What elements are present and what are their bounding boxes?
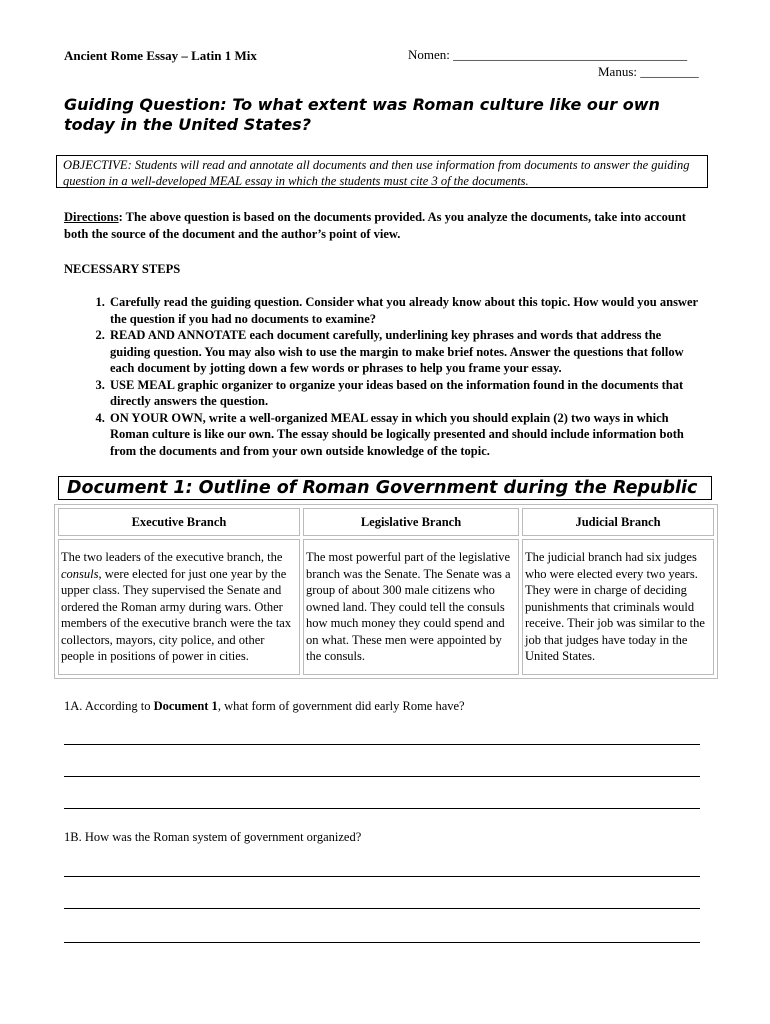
column-header-executive: Executive Branch [58, 508, 300, 536]
question-1a [64, 699, 465, 714]
nomen-field[interactable]: Nomen: ____________________________________ [408, 47, 688, 62]
question-1a-prefix: 1A. According to [64, 699, 154, 713]
executive-text-2: , were elected for just one year by the upper class. They supervised the Senate and ordered the Roman army during wars. Other members of the executive branch were the tax collectors, mayors, city police, and other people in positions of power in cities. [61, 566, 292, 664]
directions [64, 209, 704, 243]
objective-box: OBJECTIVE: Students will read and annotate all documents and then use information from documents to answer the guiding question in a well-developed MEAL essay in which the students must cite 3 of the documents. [56, 155, 708, 188]
document-1-title: Document 1: Outline of Roman Government during the Republic [58, 476, 712, 500]
answer-line[interactable] [64, 908, 700, 909]
answer-line[interactable] [64, 808, 700, 809]
answer-line[interactable] [64, 776, 700, 777]
executive-text-1: The two leaders of the executive branch, the [61, 550, 283, 565]
question-1a-suffix: , what form of government did early Rome have? [217, 699, 465, 713]
column-header-judicial: Judicial Branch [522, 508, 714, 536]
judicial-cell: The judicial branch had six judges who were elected every two years. They were in charge of deciding punishments that criminals would receive. Their job was similar to the job that judges have today in the United States. [522, 539, 714, 675]
directions-label: Directions [64, 210, 119, 224]
question-1a-document: Document 1 [153, 699, 218, 713]
column-header-legislative: Legislative Branch [303, 508, 519, 536]
executive-cell [58, 539, 300, 675]
legislative-cell: The most powerful part of the legislative branch was the Senate. The Senate was a group of about 300 male citizens who owned land. They could tell the consuls how much money they could spend and on what. These men were appointed by the consuls. [303, 539, 519, 675]
step-item: 3. USE MEAL graphic organizer to organize your ideas based on the information found in the documents that directly answers the question. [108, 377, 704, 410]
steps-list [64, 294, 704, 459]
directions-text: : The above question is based on the documents provided. As you analyze the documents, take into account both the source of the document and the author’s point of view. [64, 210, 686, 241]
worksheet-title: Ancient Rome Essay – Latin 1 Mix [64, 48, 257, 63]
step-item: 4. ON YOUR OWN, write a well-organized MEAL essay in which you should explain (2) two ways in which Roman culture is like our own. The essay should be logically presented and should include information both from the documents and from your own outside knowledge of the topic. [108, 410, 704, 460]
answer-line[interactable] [64, 744, 700, 745]
guiding-question: Guiding Question: To what extent was Roman culture like our own today in the United States? [64, 95, 660, 134]
answer-line[interactable] [64, 876, 700, 877]
step-item: 2. READ AND ANNOTATE each document carefully, underlining key phrases and words that address the guiding question. You may also wish to use the margin to make brief notes. Answer the questions that follow each document by jotting down a few words or phrases to help you frame your essay. [108, 327, 704, 377]
question-1b: 1B. How was the Roman system of government organized? [64, 830, 362, 844]
government-table [54, 504, 718, 679]
step-item: 1. Carefully read the guiding question. Consider what you already know about this topic. How would you answer the question if you had no documents to examine? [108, 294, 704, 327]
executive-consuls: consuls [61, 566, 99, 581]
answer-line[interactable] [64, 942, 700, 943]
manus-field[interactable]: Manus: _________ [598, 64, 699, 79]
steps-heading: NECESSARY STEPS [64, 262, 181, 276]
